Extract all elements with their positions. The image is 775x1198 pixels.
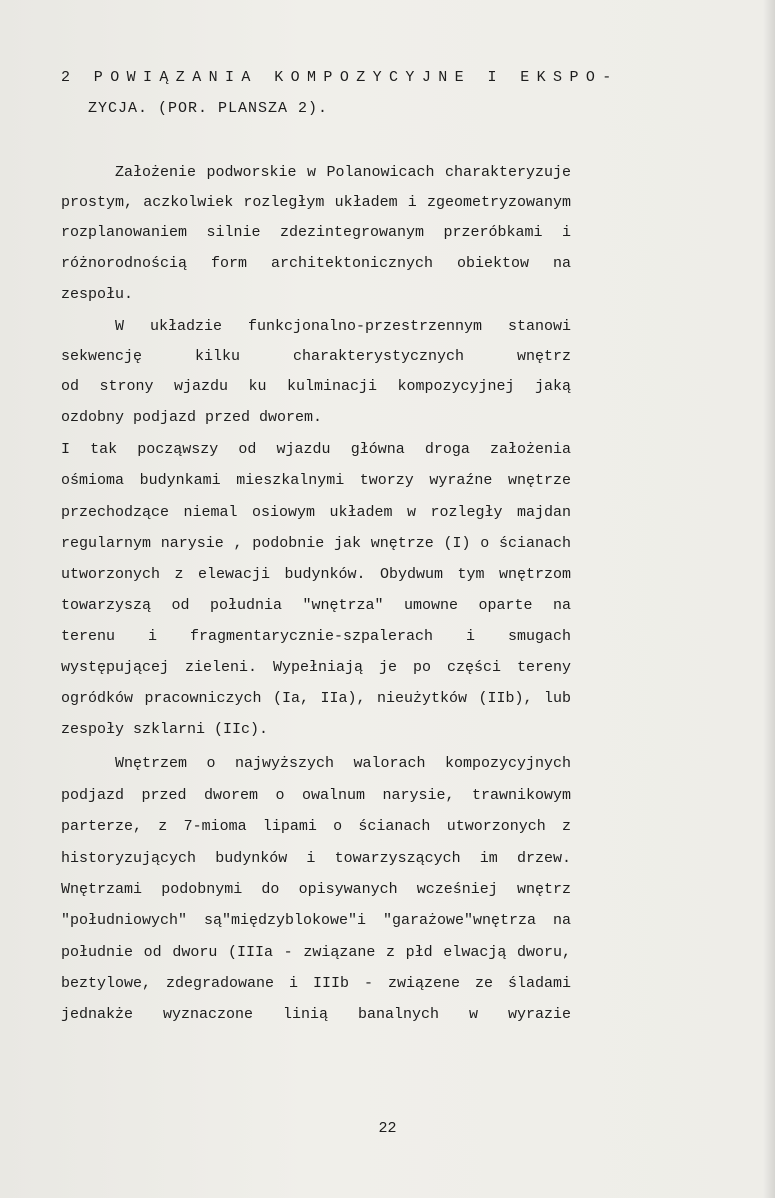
- paragraph-1-line-1: Założenie podworskie w Polanowicach charakteryzuje: [115, 164, 571, 181]
- paragraph-4-line-2: podjazd przed dworem o owalnum narysie, trawnikowym: [61, 787, 571, 804]
- paragraph-4-line-5: Wnętrzami podobnymi do opisywanych wcześniej wnętrz: [61, 881, 571, 898]
- paragraph-1-line-3: rozplanowaniem silnie zdezintegrowanym przeróbkami i: [61, 224, 571, 241]
- paragraph-3-line-2: ośmioma budynkami mieszkalnymi tworzy wyraźne wnętrze: [61, 472, 571, 489]
- paragraph-2-line-3: od strony wjazdu ku kulminacji kompozycyjnej jaką: [61, 378, 571, 395]
- page-edge-shadow: [763, 0, 775, 1198]
- paragraph-1-line-5: zespołu.: [61, 286, 134, 303]
- paragraph-2-line-2: sekwencję kilku charakterystycznych wnętrz: [61, 348, 571, 365]
- paragraph-3-line-6: towarzyszą od południa "wnętrza" umowne oparte na: [61, 597, 571, 614]
- page-number: 22: [378, 1120, 397, 1137]
- paragraph-3-line-9: ogródków pracowniczych (Ia, IIa), nieużytków (IIb), lub: [61, 690, 571, 707]
- paragraph-4-line-3: parterze, z 7-mioma lipami o ścianach utworzonych z: [61, 818, 571, 835]
- paragraph-3-line-7: terenu i fragmentarycznie-szpalerach i smugach: [61, 628, 571, 645]
- paragraph-4-line-9: jednakże wyznaczone linią banalnych w wyrazie: [61, 1006, 571, 1023]
- paragraph-3-line-4: regularnym narysie , podobnie jak wnętrze (I) o ścianach: [61, 535, 571, 552]
- section-heading-line-1: 2 POWIĄZANIA KOMPOZYCYJNE I EKSPO-: [61, 69, 619, 86]
- paragraph-4-line-4: historyzujących budynków i towarzyszących im drzew.: [61, 850, 571, 867]
- paragraph-4-line-8: beztylowe, zdegradowane i IIIb - związene ze śladami: [61, 975, 571, 992]
- paragraph-2-line-4: ozdobny podjazd przed dworem.: [61, 409, 323, 426]
- paragraph-2-line-1: W układzie funkcjonalno-przestrzennym stanowi: [115, 318, 571, 335]
- section-heading-line-2: ZYCJA. (POR. PLANSZA 2).: [88, 100, 329, 117]
- paragraph-3-line-10: zespoły szklarni (IIc).: [61, 721, 269, 738]
- paragraph-4-line-6: "południowych" są"międzyblokowe"i "garażowe"wnętrza na: [61, 912, 571, 929]
- paragraph-3-line-5: utworzonych z elewacji budynków. Obydwum tym wnętrzom: [61, 566, 571, 583]
- paragraph-3-line-1: I tak począwszy od wjazdu główna droga założenia: [61, 441, 571, 458]
- paragraph-1-line-4: różnorodnością form architektonicznych obiektow na: [61, 255, 571, 272]
- paragraph-3-line-3: przechodzące niemal osiowym układem w rozległy majdan: [61, 504, 571, 521]
- paragraph-3-line-8: występującej zieleni. Wypełniają je po części tereny: [61, 659, 571, 676]
- paragraph-4-line-7: południe od dworu (IIIa - związane z płd elwacją dworu,: [61, 944, 571, 961]
- paragraph-1-line-2: prostym, aczkolwiek rozległym układem i zgeometryzowanym: [61, 194, 571, 211]
- paragraph-4-line-1: Wnętrzem o najwyższych walorach kompozycyjnych: [115, 755, 571, 772]
